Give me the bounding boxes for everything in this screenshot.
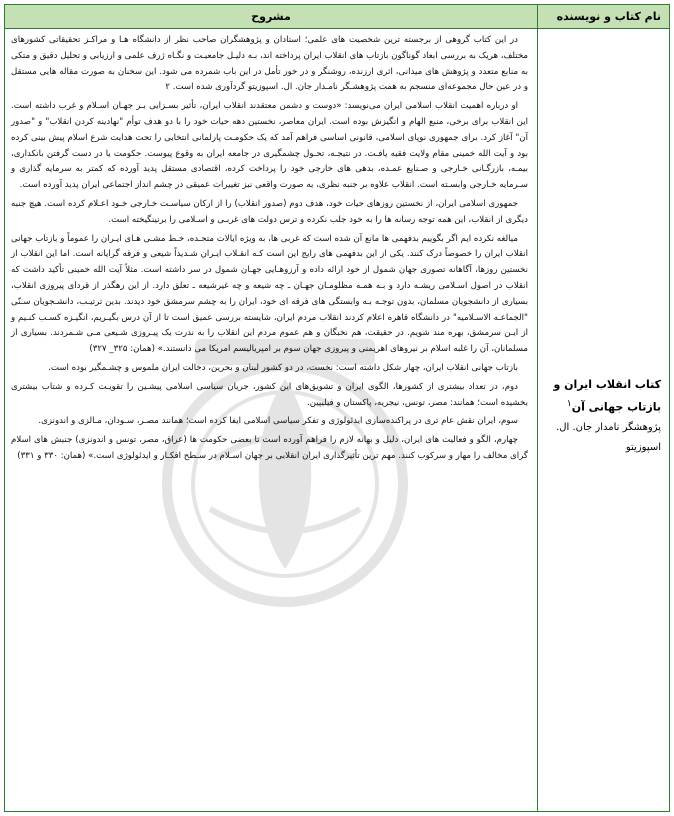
description-cell	[5, 29, 537, 811]
header-description: مشروح	[251, 10, 291, 23]
book-info	[543, 375, 661, 457]
book-author: پژوهشگر نامدار جان. ال. اسپوزیتو	[556, 421, 661, 453]
header-book-author: نام کتاب و نویسنده	[537, 5, 669, 28]
book-title: کتاب انقلاب ایران و بازتاب جهانی آن	[553, 378, 661, 414]
content-table	[4, 4, 670, 812]
paragraph: میالغه نکرده ایم اگر بگوییم بدفهمی ها مانع آن شده است که غربی ها، به ویژه ایالات متحـده، خـط مشـی هـای ایـران را عموماً و بازتاب جهانی انقلاب ایران را خصوصاً درک کنند. یکی از این بدفهمی های رایج این است کـه انقـلاب ایـران شـدیداً شیعی و فرقه گرایانه است. اما این انقلاب از نخستین روزها، آگاهانه تصوری جهان شمول از خود ارائه داده و آرزوهـایی جهـان شمول در سر داشته است. مثلاً آیت الله خمینی تأکید داشت که انقلاب در اصول اسـلامی ریشـه دارد و بـه همـه مظلومـان جهـان ـ چه شیعه و چه غیرشیعه ـ تعلق دارد. از این رهگذر از قردای پیروزی انقلاب، بسیاری از دانشجویان مسلمان، بدون توجـه بـه وابستگی های فرقه ای خود، ایران را به چشم سرمشق خود دیدند. بدین ترتیـب، دانشـجویان سـنّی "الجماعـه الاسـلامیه" در دانشگاه قاهره اعلام کردند انقلاب مردم ایران، شایسته بررسی عمیق است تا از آن درس بگیـریم، انگیـزه کسـب کنـیم و از ایـن سرمشق، بهره مند شویم. در حقیقت، هم نخبگان و هم عموم مردم این انقلاب را به ندرت یک پیـروزی شـیعی مـی شـمردند. بسیاری از مسلمانان، آن را غلبه اسلام بر نیروهای اهریمنی و پیروزی جهان سوم بر امپریالیسم امریکا می دانستند.» (همان: ۳۲۵_ ۳۲۷)	[11, 233, 528, 355]
paragraph: جمهوری اسلامی ایران، از نخستین روزهای حیات خود، هدف دوم (صدور انقلاب) را از ارکان سیاسـت خـارجی خـود اعـلام کرده است. هیچ جنبه دیگری از انقلاب، این همه توجه رسانه ها را به خود جلب نکرده و ترس دولت های غربـی و اسـلامی را برنینگیخته است.	[11, 198, 528, 225]
description-text	[11, 33, 528, 468]
paragraph: چهارم، الگو و فعالیت های ایران، دلیل و بهانه لازم را فراهم آورده است تا بعضی حکومت ها (عراق، مصر، تونس و اندونزی) جنبش های اسلام گرای مخالف را مهار و سرکوب کنند. مهم ترین تأثیرگذاری ایران انقلابی بر جهان اسـلام در سـطح افکـار و ایدئولوژی است.» (همان: ۳۳۰ و ۳۳۱)	[11, 435, 528, 461]
book-cell	[538, 29, 669, 811]
paragraph: او درباره اهمیت انقلاب اسلامی ایران می‌نویسد: «دوست و دشمن معتقدند انقلاب ایران، تأثیر بسـزایی بـر جهـان اسـلام و غرب داشته است. این انقلاب برای برخی، منبع الهام و انگیزش بوده است. ایران معاصر، نخستین دهه حیات خود را با دو هدف توأم "نهادینه کردن انقلاب" و "صدور آن" آغاز کرد. برای جمهوری نوپای اسلامی، قانونی اساسی فراهم آمد که یک حکومـت پارلمانی انتخابی را تحت هدایت شرع اسلام پیش بینی کرده بود و آیت الله خمینی مقام ولایت فقیه یافـت. در نتیجـه، تحـول چشمگیری در جامعه ایران به وقوع پیوست. حکومت یا در دست گرفتن بانکداری، بیمـه، بازرگـانی خـارجی و صـنایع عمـده، بدهی های خارجی خود را پرداخت کرده، اقتصادی مستقل پدید آورده که کمتر به سرمایه گذاری و سـرمایه خـارجی وابسـته است. انقلاب علاوه بر جنبه نظری، به صورت واقعی نیز تغییرات عمیقی در چشم انداز اجتماعی ایران پدید آورده است.	[11, 101, 528, 191]
paragraph: در این کتاب گروهی از برجسته ترین شخصیت های علمی؛ استادان و پژوهشگران صاحب نظر از دانشگاه هـا و مراکـز تحقیقاتی کشورهای مختلف، هریک به بررسی ابعاد گوناگون بازتاب های انقلاب ایران پرداخته اند، بـه دلیـل جامعیـت و نگـاه ژرف علمی و ارزیابی و تحلیل دقیق و متکی به منابع متعدد و پژوهش های میدانی، اثری ارزنده، روشنگر و در خور تأمل در این باب شمرده می شود. این سخنان به صورت مقاله هایی مستقل و در عین حال مجموعه‌ای منسجم به همت پژوهشـگر نامـدار جان. ال. اسپوزیتو گردآوری شده است. ۲	[11, 35, 528, 93]
paragraph: بازتاب جهانی انقلاب ایران، چهار شکل داشته است: نخست، در دو کشور لبنان و بحرین، دخالت ایران ملموس و چشـمگیر بوده است.	[48, 362, 518, 373]
book-title-footnote: ۱	[566, 398, 572, 409]
table-header	[5, 5, 669, 29]
paragraph: سوم، ایران نقش عام تری در پراکنده‌سازی ایدئولوژی و تفکر سیاسی اسلامی ایفا کرده است؛ همانند مصـر، سـودان، مـالزی و اندونزی.	[38, 416, 518, 427]
paragraph: دوم، در تعداد بیشتری از کشورها، الگوی ایران و تشویق‌های این کشور، جریان سیاسی اسلامی پیشـین را تقویـت کـرده و شتاب بیشتری بخشیده است؛ همانند: مصر، تونس، نیجریه، پاکستان و فیلیپین.	[11, 381, 528, 408]
